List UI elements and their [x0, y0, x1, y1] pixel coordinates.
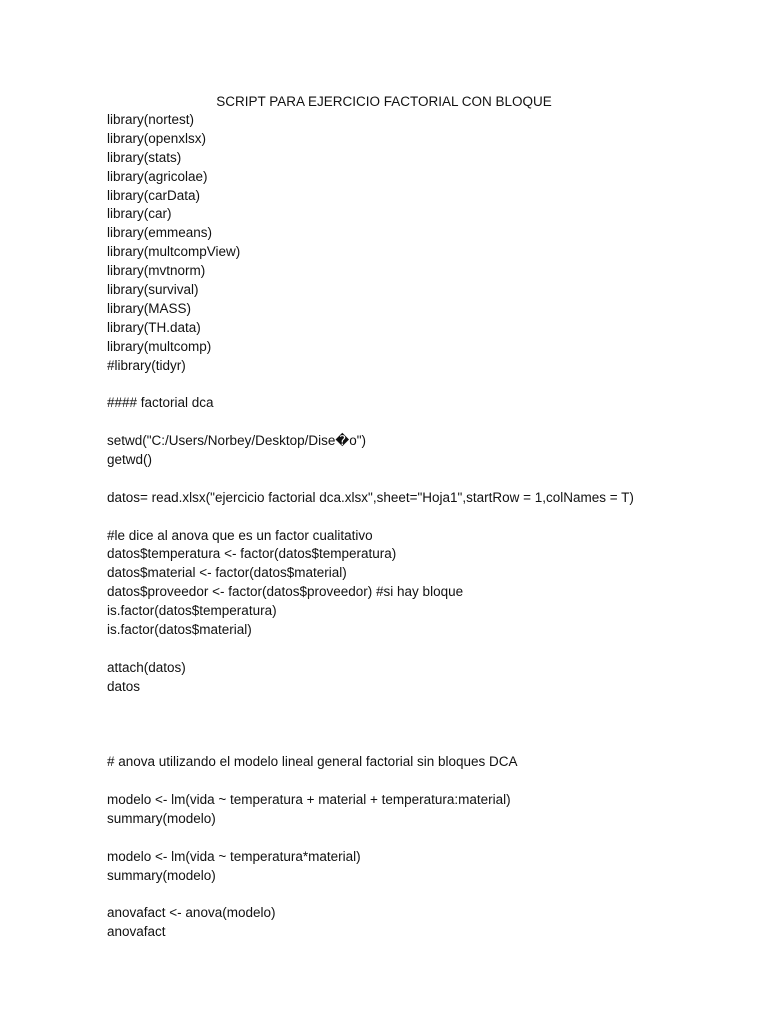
script-line: library(carData)	[107, 187, 201, 203]
script-line: setwd("C:/Users/Norbey/Desktop/Dise�o")	[107, 433, 366, 449]
script-line	[107, 716, 747, 735]
script-line: attach(datos)	[107, 659, 186, 675]
script-line: library(TH.data)	[107, 319, 201, 335]
script-line: datos$material <- factor(datos$material)	[107, 565, 347, 581]
script-line: # anova utilizando el modelo lineal general factorial sin bloques DCA	[107, 754, 518, 770]
script-line: #library(tidyr)	[107, 357, 186, 373]
script-line	[107, 886, 747, 905]
script-line: library(openxlsx)	[107, 130, 207, 146]
script-line: library(multcompView)	[107, 244, 241, 260]
script-line	[107, 375, 747, 394]
script-line: anovafact	[107, 924, 166, 940]
script-body	[107, 111, 747, 942]
script-line: is.factor(datos$material)	[107, 622, 252, 638]
script-line: library(MASS)	[107, 300, 192, 316]
script-line: summary(modelo)	[107, 867, 216, 883]
script-line	[107, 470, 747, 489]
script-line	[107, 697, 747, 716]
script-line: library(stats)	[107, 149, 182, 165]
script-line: library(agricolae)	[107, 168, 208, 184]
script-line: getwd()	[107, 452, 153, 468]
script-line: is.factor(datos$temperatura)	[107, 603, 277, 619]
script-line	[107, 734, 747, 753]
script-line: modelo <- lm(vida ~ temperatura*material)	[107, 848, 361, 864]
script-line: anovafact <- anova(modelo)	[107, 905, 276, 921]
script-line: library(survival)	[107, 282, 199, 298]
script-line	[107, 413, 747, 432]
script-line	[107, 508, 747, 527]
script-line: datos= read.xlsx("ejercicio factorial dca.xlsx",sheet="Hoja1",startRow = 1,colNames = T)	[107, 489, 634, 505]
script-line: #### factorial dca	[107, 395, 214, 411]
script-line: datos$proveedor <- factor(datos$proveedor) #si hay bloque	[107, 584, 464, 600]
script-line: library(mvtnorm)	[107, 263, 206, 279]
script-line: library(car)	[107, 206, 172, 222]
script-line	[107, 829, 747, 848]
script-line	[107, 640, 747, 659]
script-line	[107, 772, 747, 791]
script-line: datos	[107, 678, 141, 694]
script-line: datos$temperatura <- factor(datos$temperatura)	[107, 546, 397, 562]
script-line: summary(modelo)	[107, 810, 216, 826]
script-line: modelo <- lm(vida ~ temperatura + material + temperatura:material)	[107, 792, 511, 808]
script-line: #le dice al anova que es un factor cualitativo	[107, 527, 373, 543]
script-line: library(multcomp)	[107, 338, 212, 354]
script-line: library(emmeans)	[107, 225, 213, 241]
script-line: library(nortest)	[107, 112, 195, 127]
document-title: SCRIPT PARA EJERCICIO FACTORIAL CON BLOQUE	[216, 94, 552, 109]
